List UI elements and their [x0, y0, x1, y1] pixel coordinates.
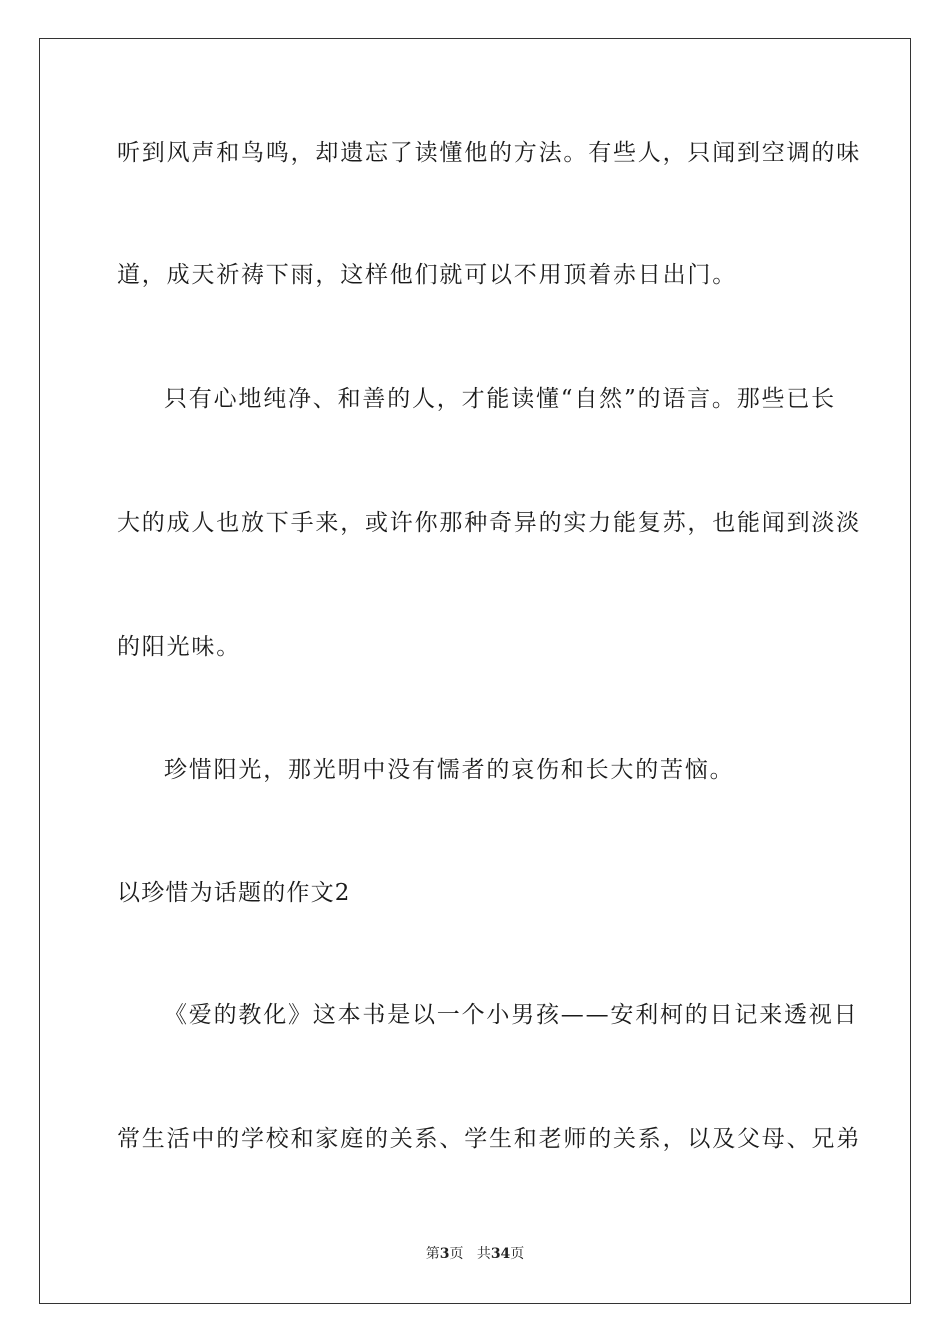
footer-total-suffix: 页 — [510, 1246, 525, 1262]
footer-total-prefix: 共 — [476, 1246, 491, 1262]
text-line-4: 大的成人也放下手来，或许你那种奇异的实力能复苏，也能闻到淡淡 — [117, 510, 861, 536]
text-line-9: 常生活中的学校和家庭的关系、学生和老师的关系，以及父母、兄弟 — [117, 1126, 861, 1152]
page-footer — [0, 1245, 950, 1263]
paragraph-start-line-8: 《爱的教化》这本书是以一个小男孩——安利柯的日记来透视日 — [164, 1002, 859, 1028]
text-line-5: 的阳光味。 — [117, 634, 241, 660]
page-border — [39, 38, 911, 1304]
text-line-2: 道，成天祈祷下雨，这样他们就可以不用顶着赤日出门。 — [117, 262, 737, 288]
text-line-1: 听到风声和鸟鸣，却遗忘了读懂他的方法。有些人，只闻到空调的味 — [117, 140, 861, 166]
footer-total-pages: 34 — [490, 1246, 511, 1262]
footer-page-prefix: 第 — [425, 1246, 440, 1262]
paragraph-start-line-3: 只有心地纯净、和善的人，才能读懂“自然”的语言。那些已长 — [164, 386, 836, 412]
paragraph-start-line-6: 珍惜阳光，那光明中没有懦者的哀伤和长大的苦恼。 — [164, 757, 735, 783]
footer-page-number: 3 — [439, 1246, 450, 1262]
footer-page-suffix: 页 — [449, 1246, 464, 1262]
section-heading: 以珍惜为话题的作文2 — [117, 880, 351, 906]
